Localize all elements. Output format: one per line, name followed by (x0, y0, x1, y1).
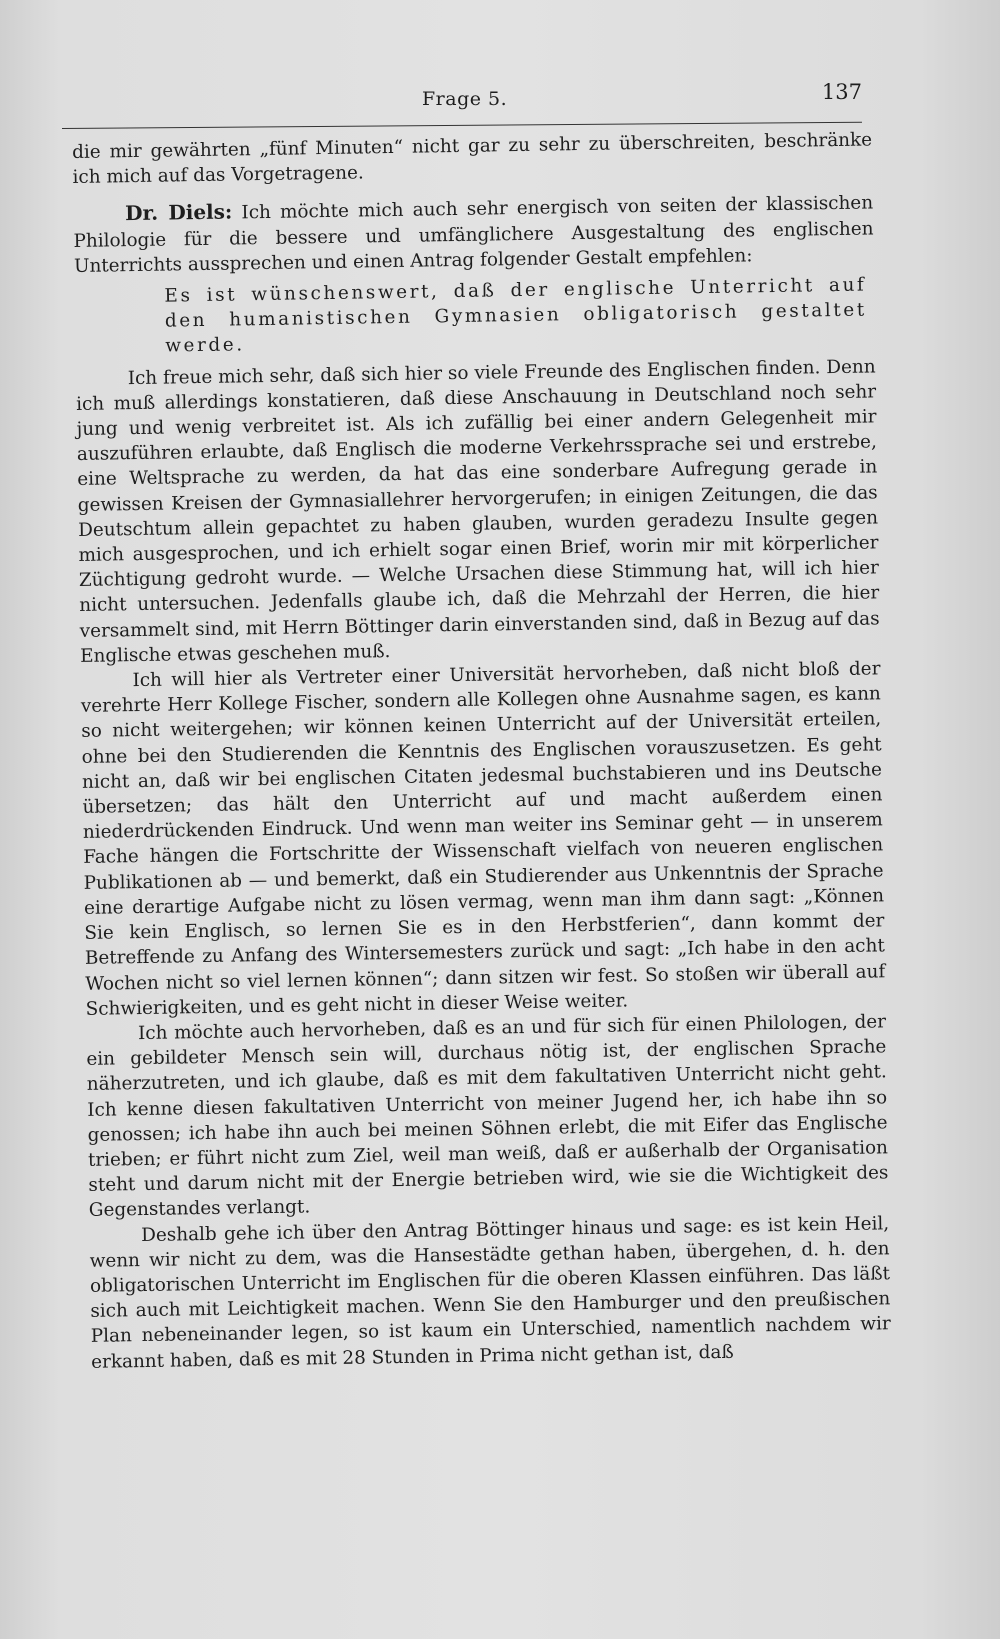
page-header (62, 80, 862, 114)
paragraph-speaker (73, 190, 874, 279)
running-title: Frage 5. (422, 88, 508, 110)
paragraph: Ich möchte auch hervorheben, daß es an und für sich für einen Philologen, der ein gebildeter Mensch sein will, durchaus nötig ist, der englischen Sprache näherzutreten, und ich glaube, daß es mit dem fakultativen Unterricht nicht geht. Ich kenne diesen fakultativen Unterricht von meiner Jugend her, ich habe ihn so genossen; ich habe ihn auch bei meinen Söhnen erlebt, die mit Eifer das Englische trieben; er führt nicht zum Ziel, weil man weiß, daß er außerhalb der Organisation steht und darum nicht mit der Energie betrieben wird, wie sie die Wichtigkeit des Gegenstandes verlangt. (86, 1011, 889, 1222)
speaker-text: Ich möchte mich auch sehr energisch von seiten der klassischen Philologie für die bessere und umfänglichere Ausgestaltung des englischen Unterrichts aussprechen und einen Antrag folgender Gestalt empfehlen: (73, 192, 874, 277)
page-number: 137 (821, 80, 862, 104)
body-text (72, 127, 891, 1374)
paragraph: Ich will hier als Vertreter einer Universität hervorheben, daß nicht bloß der verehrte Herr Kollege Fischer, sondern alle Kollegen ohne Ausnahme sagen, es kann so nicht weitergehen; wir können keinen Unterricht auf der Universität erteilen, ohne bei den Studierenden die Kenntnis des Englischen vorauszusetzen. Es geht nicht an, daß wir bei englischen Citaten jedesmal buchstabieren und ins Deutsche übersetzen; das hält den Unterricht auf und macht außerdem einen niederdrückenden Eindruck. Und wenn man weiter ins Seminar geht — in unserem Fache hängen die Fortschritte der Wissenschaft vielfach von neueren englischen Publikationen ab — und bemerkt, daß ein Studierender aus Unkenntnis der Sprache eine derartige Aufgabe nicht zu lösen vermag, wenn man ihm dann sagt: „Können Sie kein Englisch, so lernen Sie es in den Herbstferien“, dann kommt der Betreffende zu Anfang des Wintersemesters zurück und sagt: „Ich habe in den acht Wochen nicht so viel lernen können“; dann sitzen wir fest. So stoßen wir überall auf Schwierigkeiten, und es geht nicht in dieser Weise weiter. (80, 658, 886, 1020)
header-rule (62, 122, 862, 129)
paragraph: Ich freue mich sehr, daß sich hier so viele Freunde des Englischen finden. Denn ich muß allerdings konstatieren, daß diese Anschauung in Deutschland noch sehr jung und wenig verbreitet ist. Als ich zufällig bei einer andern Gelegenheit mir auszuführen erlaubte, daß Englisch die moderne Verkehrssprache sei und erstrebe, eine Weltsprache zu werden, da hat das eine sonderbare Aufregung gerade in gewissen Kreisen der Gymnasiallehrer hervorgerufen; in einigen Zeitungen, die das Deutschtum allein gepachtet zu haben glauben, wurden geradezu Insulte gegen mich ausgesprochen, und ich erhielt sogar einen Brief, worin mir mit körperlicher Züchtigung gedroht wurde. — Welche Ursachen diese Stimmung hat, will ich hier nicht untersuchen. Jedenfalls glaube ich, daß die Mehrzahl der Herren, die hier versammelt sind, mit Herrn Böttinger darin einverstanden sind, daß in Bezug auf das Englische etwas geschehen muß. (75, 356, 880, 667)
paragraph-continuation: die mir gewährten „fünf Minuten“ nicht gar zu sehr zu überschreiten, beschränke ich mich auf das Vorgetragene. (72, 129, 873, 189)
speaker-name: Dr. Diels: (124, 199, 233, 226)
motion-text: Es ist wünschenswert, daß der englische Unterricht auf den humanistischen Gymnasien obligatorisch gestaltet werde. (164, 274, 867, 357)
paragraph: Deshalb gehe ich über den Antrag Böttinger hinaus und sage: es ist kein Heil, wenn wir nicht zu dem, was die Hansestädte gethan haben, übergehen, d. h. den obligatorischen Unterricht im Englischen für die oberen Klassen einführen. Das läßt sich auch mit Leichtigkeit machen. Wenn Sie den Hamburger und den preußischen Plan nebeneinander legen, so ist kaum ein Unterschied, namentlich nachdem wir erkannt haben, daß es mit 28 Stunden in Prima nicht gethan ist, daß (89, 1212, 891, 1373)
